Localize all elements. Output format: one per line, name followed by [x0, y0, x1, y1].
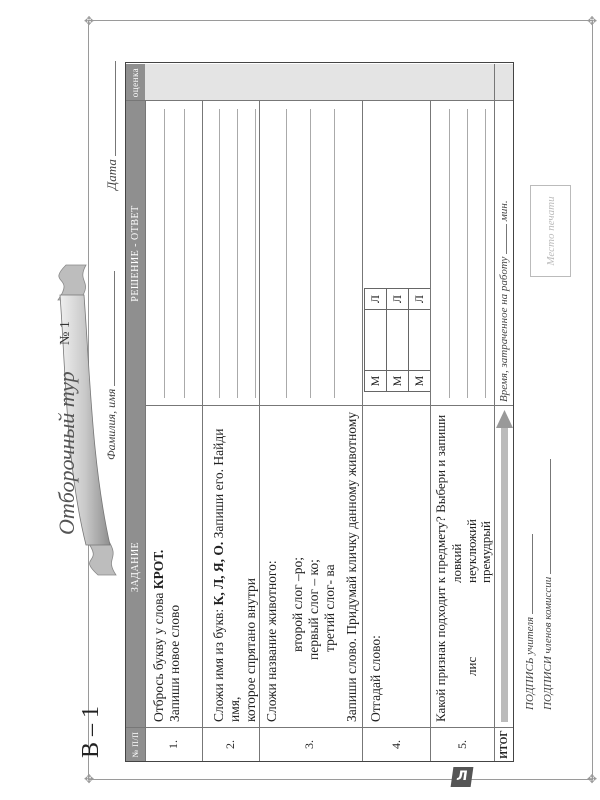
task-line: неуклюжий	[464, 519, 479, 583]
signature-line[interactable]	[522, 534, 533, 614]
time-line[interactable]	[498, 224, 507, 254]
grid-cell: Л	[387, 289, 409, 310]
teacher-signature-label: ПОДПИСЬ учителя	[524, 616, 536, 710]
table-row	[259, 101, 362, 761]
task-line: которое спрятано внутри	[243, 578, 258, 722]
name-label: Фамилия, имя	[104, 388, 118, 460]
task-line: первый слог – ко;	[306, 559, 321, 660]
time-field	[495, 101, 513, 406]
answer-cell[interactable]	[431, 101, 494, 406]
date-label: Дата	[104, 159, 119, 190]
answer-cell[interactable]	[260, 101, 362, 406]
task-cell	[363, 406, 430, 728]
date-line	[105, 61, 116, 156]
grid-cell: Л	[365, 289, 387, 310]
corner-ornament: ✥	[586, 14, 598, 28]
answer-line	[310, 109, 311, 398]
row-number: 1.	[166, 740, 180, 749]
banner-number: № 1	[58, 321, 73, 345]
answer-line	[449, 109, 450, 398]
total-arrow	[495, 406, 513, 728]
grid-cell[interactable]	[409, 310, 431, 371]
table-row	[362, 101, 430, 761]
task-line: Сложи название животного:	[264, 560, 279, 722]
variant-label: В – 1	[78, 705, 104, 758]
table-row	[202, 101, 259, 761]
task-cell	[146, 406, 202, 728]
name-line	[104, 271, 115, 386]
time-label: Время, затраченное на работу	[498, 256, 510, 402]
answer-line	[334, 109, 335, 398]
signature-line[interactable]	[540, 459, 551, 574]
name-field	[104, 271, 119, 460]
answer-line	[164, 109, 165, 398]
grid-cell: М	[409, 371, 431, 392]
task-cell	[260, 406, 362, 728]
grid-cell: Л	[409, 289, 431, 310]
answer-line	[286, 109, 287, 398]
task-line: ловкий	[449, 543, 464, 583]
grade-column	[145, 64, 513, 100]
row-number: 5.	[455, 740, 469, 749]
task-cell	[203, 406, 259, 728]
stamp-place: Место печати	[530, 185, 571, 277]
answer-line	[184, 109, 185, 398]
task-line: Запиши слово. Придумай кличку данному животному	[344, 411, 359, 722]
header-answer: РЕШЕНИЕ - ОТВЕТ	[126, 101, 145, 406]
task-line: Отбрось букву у слова КРОТ.	[151, 549, 166, 722]
commission-signature-field	[540, 459, 554, 710]
commission-signature-label: ПОДПИСИ членов комиссии	[542, 576, 554, 710]
task-line: Отгадай слово:	[368, 635, 383, 722]
grid-cell[interactable]	[365, 310, 387, 371]
corner-ornament: ✥	[586, 772, 598, 786]
total-row	[494, 64, 513, 761]
corner-ornament: ✥	[83, 14, 95, 28]
answer-cell[interactable]	[363, 101, 430, 406]
answer-line	[237, 109, 238, 398]
header-task: ЗАДАНИЕ	[126, 406, 145, 728]
time-unit: мин.	[498, 200, 510, 222]
banner-title: Отборочный тур	[54, 371, 79, 535]
teacher-signature-field	[522, 534, 536, 710]
task-cell	[431, 406, 494, 728]
date-field	[104, 61, 120, 190]
task-line: Какой признак подходит к предмету? Выбери и запиши	[433, 414, 448, 722]
corner-ornament: ✥	[83, 772, 95, 786]
grid-cell: М	[365, 371, 387, 392]
letter-grid	[364, 288, 431, 392]
answer-line	[467, 109, 468, 398]
answer-line	[485, 109, 486, 398]
row-number: 4.	[389, 740, 403, 749]
header-grade: оценка	[126, 64, 145, 101]
task-line: премудрый	[478, 521, 493, 583]
row-number: 2.	[223, 740, 237, 749]
header-num: № П/П	[126, 728, 145, 761]
task-line: лис	[464, 656, 479, 676]
task-line: Сложи имя из букв: К, Л, Я, О. Запиши его. Найди имя,	[211, 428, 242, 722]
grid-cell: М	[387, 371, 409, 392]
task-line: третий слог- ва	[322, 564, 337, 652]
answer-line	[219, 109, 220, 398]
answer-line	[255, 109, 256, 398]
grid-cell[interactable]	[387, 310, 409, 371]
answer-cell[interactable]	[203, 101, 259, 406]
total-label: ИТОГ	[499, 730, 510, 759]
table-row	[145, 101, 202, 761]
task-table	[125, 62, 514, 762]
table-row	[430, 101, 494, 761]
publisher-logo: Л	[451, 767, 474, 787]
task-line: второй слог –ро;	[290, 556, 305, 652]
task-line: Запиши новое слово	[167, 604, 182, 722]
answer-cell[interactable]	[146, 101, 202, 406]
row-number: 3.	[302, 740, 316, 749]
arrow-right-icon	[495, 406, 514, 728]
